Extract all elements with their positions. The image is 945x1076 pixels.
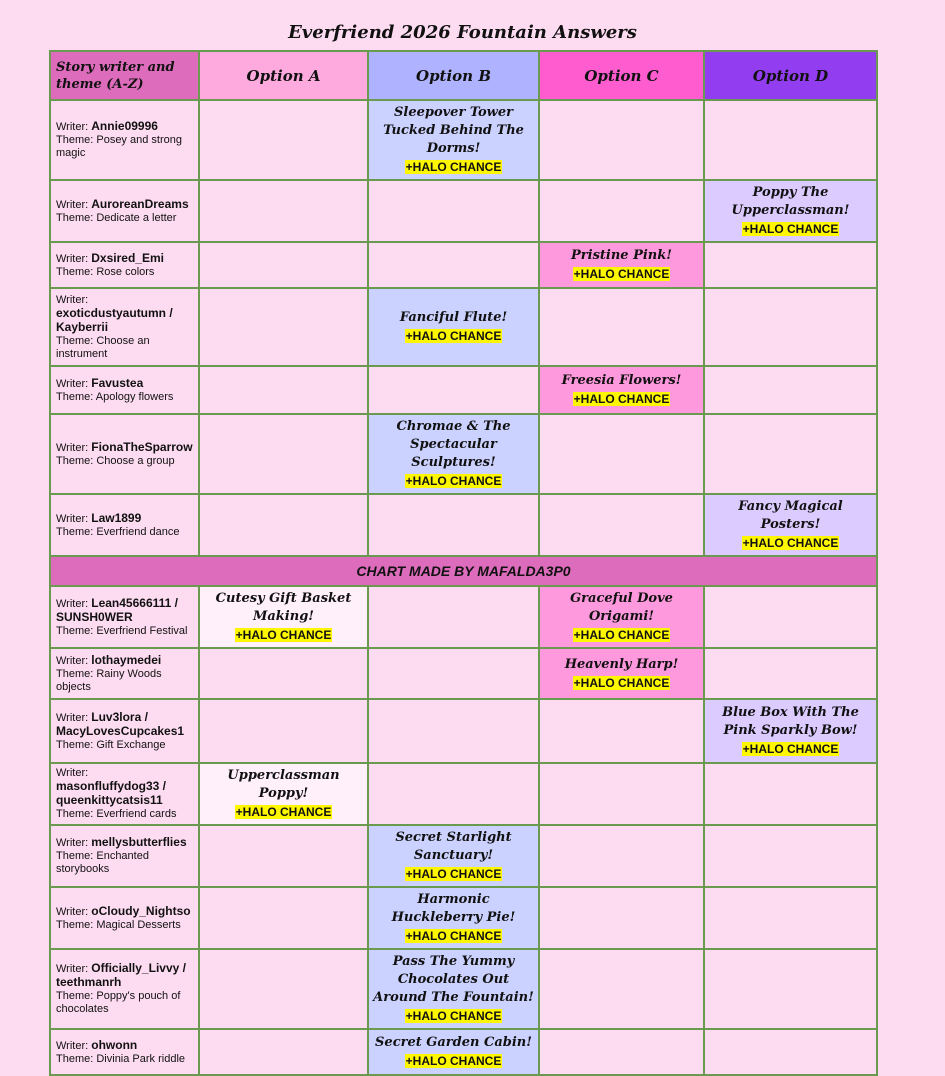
theme-label: Theme: [56, 667, 94, 680]
table-row [50, 1029, 877, 1075]
answer-text: Freesia Flowers! [561, 373, 682, 388]
header-row [50, 51, 877, 100]
option-d-cell [704, 586, 877, 648]
theme-text: Everfriend Festival [96, 624, 188, 637]
writer-name: FionaTheSparrow [91, 439, 193, 454]
writer-theme-cell [50, 366, 199, 414]
table-row [50, 100, 877, 180]
writer-name: exoticdustyautumn / Kayberrii [56, 305, 173, 334]
table-row [50, 288, 877, 366]
option-b-cell [368, 949, 539, 1029]
theme-text: Rose colors [96, 265, 155, 278]
writer-theme-cell [50, 1029, 199, 1075]
theme-text: Magical Desserts [96, 918, 181, 931]
writer-label: Writer: [56, 252, 89, 265]
theme-label: Theme: [56, 918, 94, 931]
answer-text: Cutesy Gift Basket Making! [215, 591, 352, 624]
option-d-cell [704, 763, 877, 825]
header-option-d: Option D [704, 51, 877, 100]
writer-name: Law1899 [91, 510, 142, 525]
option-c-cell [539, 887, 704, 949]
theme-label: Theme: [56, 808, 94, 820]
option-c-cell [539, 763, 704, 825]
writer-name: masonfluffydog33 / queenkittycatsis11 [56, 779, 167, 807]
halo-chance-badge: +HALO CHANCE [235, 805, 332, 819]
writer-label: Writer: [56, 767, 89, 779]
answer-text: Upperclassman Poppy! [227, 768, 340, 801]
halo-chance-badge: +HALO CHANCE [405, 929, 502, 943]
writer-label: Writer: [56, 377, 89, 390]
theme-text: Dedicate a letter [96, 211, 177, 224]
halo-chance-badge: +HALO CHANCE [573, 392, 670, 406]
banner-row [50, 556, 877, 586]
writer-theme-cell [50, 887, 199, 949]
option-c-cell [539, 699, 704, 763]
writer-name: Officially_Livvy / teethmanrh [56, 961, 186, 989]
halo-chance-badge: +HALO CHANCE [573, 267, 670, 281]
option-a-cell [199, 763, 368, 825]
writer-name: Favustea [91, 375, 144, 390]
option-a-cell [199, 825, 368, 887]
writer-name: Annie09996 [91, 119, 158, 133]
answer-text: Secret Starlight Sanctuary! [395, 830, 512, 863]
writer-theme-cell [50, 699, 199, 763]
table-row [50, 242, 877, 288]
option-b-cell [368, 825, 539, 887]
halo-chance-badge: +HALO CHANCE [742, 222, 839, 236]
theme-label: Theme: [56, 265, 94, 278]
option-c-cell [539, 100, 704, 180]
option-b-cell [368, 242, 539, 288]
option-a-cell [199, 414, 368, 494]
theme-label: Theme: [56, 334, 94, 347]
table-row [50, 586, 877, 648]
theme-text: Enchanted storybooks [56, 850, 149, 875]
answer-text: Pristine Pink! [571, 248, 672, 263]
answer-text: Fanciful Flute! [399, 310, 508, 325]
theme-text: Rainy Woods objects [56, 667, 162, 693]
theme-label: Theme: [56, 211, 94, 224]
halo-chance-badge: +HALO CHANCE [573, 628, 670, 642]
option-a-cell [199, 949, 368, 1029]
option-d-cell [704, 100, 877, 180]
answers-table [49, 50, 878, 1076]
writer-label: Writer: [56, 121, 89, 133]
option-b-cell [368, 494, 539, 556]
writer-label: Writer: [56, 963, 89, 975]
theme-label: Theme: [56, 990, 94, 1002]
answer-text: Blue Box With The Pink Sparkly Bow! [722, 705, 859, 738]
option-c-cell [539, 242, 704, 288]
option-a-cell [199, 180, 368, 242]
theme-label: Theme: [56, 738, 94, 751]
option-b-cell [368, 414, 539, 494]
option-d-cell [704, 699, 877, 763]
option-b-cell [368, 288, 539, 366]
option-b-cell [368, 1029, 539, 1075]
table-body [50, 100, 877, 1075]
writer-theme-cell [50, 949, 199, 1029]
theme-label: Theme: [56, 454, 94, 467]
header-option-a: Option A [199, 51, 368, 100]
option-d-cell [704, 825, 877, 887]
writer-theme-cell [50, 586, 199, 648]
table-row [50, 180, 877, 242]
writer-label: Writer: [56, 512, 89, 525]
writer-theme-cell [50, 242, 199, 288]
theme-text: Apology flowers [95, 390, 174, 403]
answer-text: Secret Garden Cabin! [375, 1035, 532, 1050]
answer-text: Chromae & The Spectacular Sculptures! [396, 419, 511, 470]
halo-chance-badge: +HALO CHANCE [742, 742, 839, 756]
halo-chance-badge: +HALO CHANCE [405, 160, 502, 174]
writer-label: Writer: [56, 905, 89, 918]
chart-credit-banner: CHART MADE BY MAFALDA3P0 [50, 556, 877, 586]
writer-label: Writer: [56, 711, 89, 724]
option-d-cell [704, 180, 877, 242]
table-row [50, 887, 877, 949]
writer-name: mellysbutterflies [91, 835, 187, 849]
option-c-cell [539, 366, 704, 414]
option-d-cell [704, 366, 877, 414]
writer-theme-cell [50, 180, 199, 242]
option-b-cell [368, 887, 539, 949]
writer-label: Writer: [56, 654, 89, 667]
theme-label: Theme: [56, 390, 94, 403]
halo-chance-badge: +HALO CHANCE [405, 867, 502, 881]
option-d-cell [704, 648, 877, 699]
option-c-cell [539, 288, 704, 366]
writer-name: Lean45666111 / SUNSH0WER [56, 595, 178, 624]
theme-label: Theme: [56, 624, 94, 637]
theme-label: Theme: [56, 134, 94, 146]
option-b-cell [368, 763, 539, 825]
option-a-cell [199, 699, 368, 763]
table-row [50, 949, 877, 1029]
option-d-cell [704, 494, 877, 556]
option-c-cell [539, 825, 704, 887]
table-row [50, 494, 877, 556]
option-b-cell [368, 180, 539, 242]
option-b-cell [368, 648, 539, 699]
option-a-cell [199, 494, 368, 556]
option-b-cell [368, 100, 539, 180]
option-d-cell [704, 242, 877, 288]
option-a-cell [199, 366, 368, 414]
halo-chance-badge: +HALO CHANCE [405, 1054, 502, 1068]
writer-theme-cell [50, 414, 199, 494]
halo-chance-badge: +HALO CHANCE [405, 474, 502, 488]
answer-text: Harmonic Huckleberry Pie! [391, 892, 516, 925]
halo-chance-badge: +HALO CHANCE [742, 536, 839, 550]
theme-text: Everfriend cards [96, 808, 177, 820]
option-b-cell [368, 366, 539, 414]
option-d-cell [704, 1029, 877, 1075]
writer-label: Writer: [56, 597, 89, 610]
table-row [50, 763, 877, 825]
option-d-cell [704, 288, 877, 366]
writer-name: Dxsired_Emi [91, 250, 164, 265]
option-a-cell [199, 887, 368, 949]
answer-text: Sleepover Tower Tucked Behind The Dorms! [383, 105, 524, 156]
theme-label: Theme: [56, 850, 94, 862]
table-row [50, 648, 877, 699]
answer-text: Fancy Magical Posters! [738, 499, 843, 532]
table-row [50, 699, 877, 763]
writer-name: oCloudy_Nightso [91, 903, 191, 918]
option-a-cell [199, 586, 368, 648]
halo-chance-badge: +HALO CHANCE [235, 628, 332, 642]
option-c-cell [539, 949, 704, 1029]
option-c-cell [539, 586, 704, 648]
header-option-b: Option B [368, 51, 539, 100]
answer-text: Graceful Dove Origami! [570, 591, 673, 624]
theme-text: Divinia Park riddle [96, 1052, 186, 1065]
theme-label: Theme: [56, 525, 94, 538]
option-a-cell [199, 242, 368, 288]
halo-chance-badge: +HALO CHANCE [573, 675, 670, 690]
writer-label: Writer: [56, 1039, 89, 1052]
theme-text: Choose an instrument [56, 334, 150, 360]
option-c-cell [539, 1029, 704, 1075]
theme-text: Poppy's pouch of chocolates [56, 990, 181, 1015]
writer-name: lothaymedei [91, 652, 162, 667]
option-d-cell [704, 949, 877, 1029]
option-b-cell [368, 586, 539, 648]
writer-name: ohwonn [91, 1037, 138, 1052]
theme-label: Theme: [56, 1052, 94, 1065]
writer-theme-cell [50, 288, 199, 366]
writer-name: Luv3lora / MacyLovesCupcakes1 [56, 709, 185, 738]
theme-text: Gift Exchange [96, 738, 166, 751]
theme-text: Choose a group [96, 454, 175, 467]
theme-text: Everfriend dance [96, 525, 180, 538]
halo-chance-badge: +HALO CHANCE [405, 1009, 502, 1023]
writer-theme-cell [50, 100, 199, 180]
option-d-cell [704, 414, 877, 494]
option-c-cell [539, 414, 704, 494]
writer-label: Writer: [56, 837, 89, 849]
option-a-cell [199, 648, 368, 699]
option-c-cell [539, 648, 704, 699]
option-b-cell [368, 699, 539, 763]
writer-label: Writer: [56, 441, 89, 454]
answer-text: Pass The Yummy Chocolates Out Around The Fountain! [373, 954, 534, 1005]
writer-label: Writer: [56, 293, 89, 306]
writer-theme-cell [50, 763, 199, 825]
page-title: Everfriend 2026 Fountain Answers [288, 22, 637, 43]
header-option-c: Option C [539, 51, 704, 100]
theme-text: Posey and strong magic [56, 134, 182, 159]
option-c-cell [539, 180, 704, 242]
option-a-cell [199, 288, 368, 366]
table-row [50, 366, 877, 414]
writer-name: AuroreanDreams [91, 196, 189, 211]
answer-text: Poppy The Upperclassman! [731, 185, 850, 218]
writer-theme-cell [50, 648, 199, 699]
table-row [50, 825, 877, 887]
option-c-cell [539, 494, 704, 556]
halo-chance-badge: +HALO CHANCE [405, 329, 502, 343]
writer-theme-cell [50, 825, 199, 887]
table-row [50, 414, 877, 494]
option-d-cell [704, 887, 877, 949]
option-a-cell [199, 1029, 368, 1075]
writer-theme-cell [50, 494, 199, 556]
answer-text: Heavenly Harp! [564, 656, 679, 672]
option-a-cell [199, 100, 368, 180]
header-writer-theme: Story writer and theme (A-Z) [50, 51, 199, 100]
writer-label: Writer: [56, 198, 89, 211]
